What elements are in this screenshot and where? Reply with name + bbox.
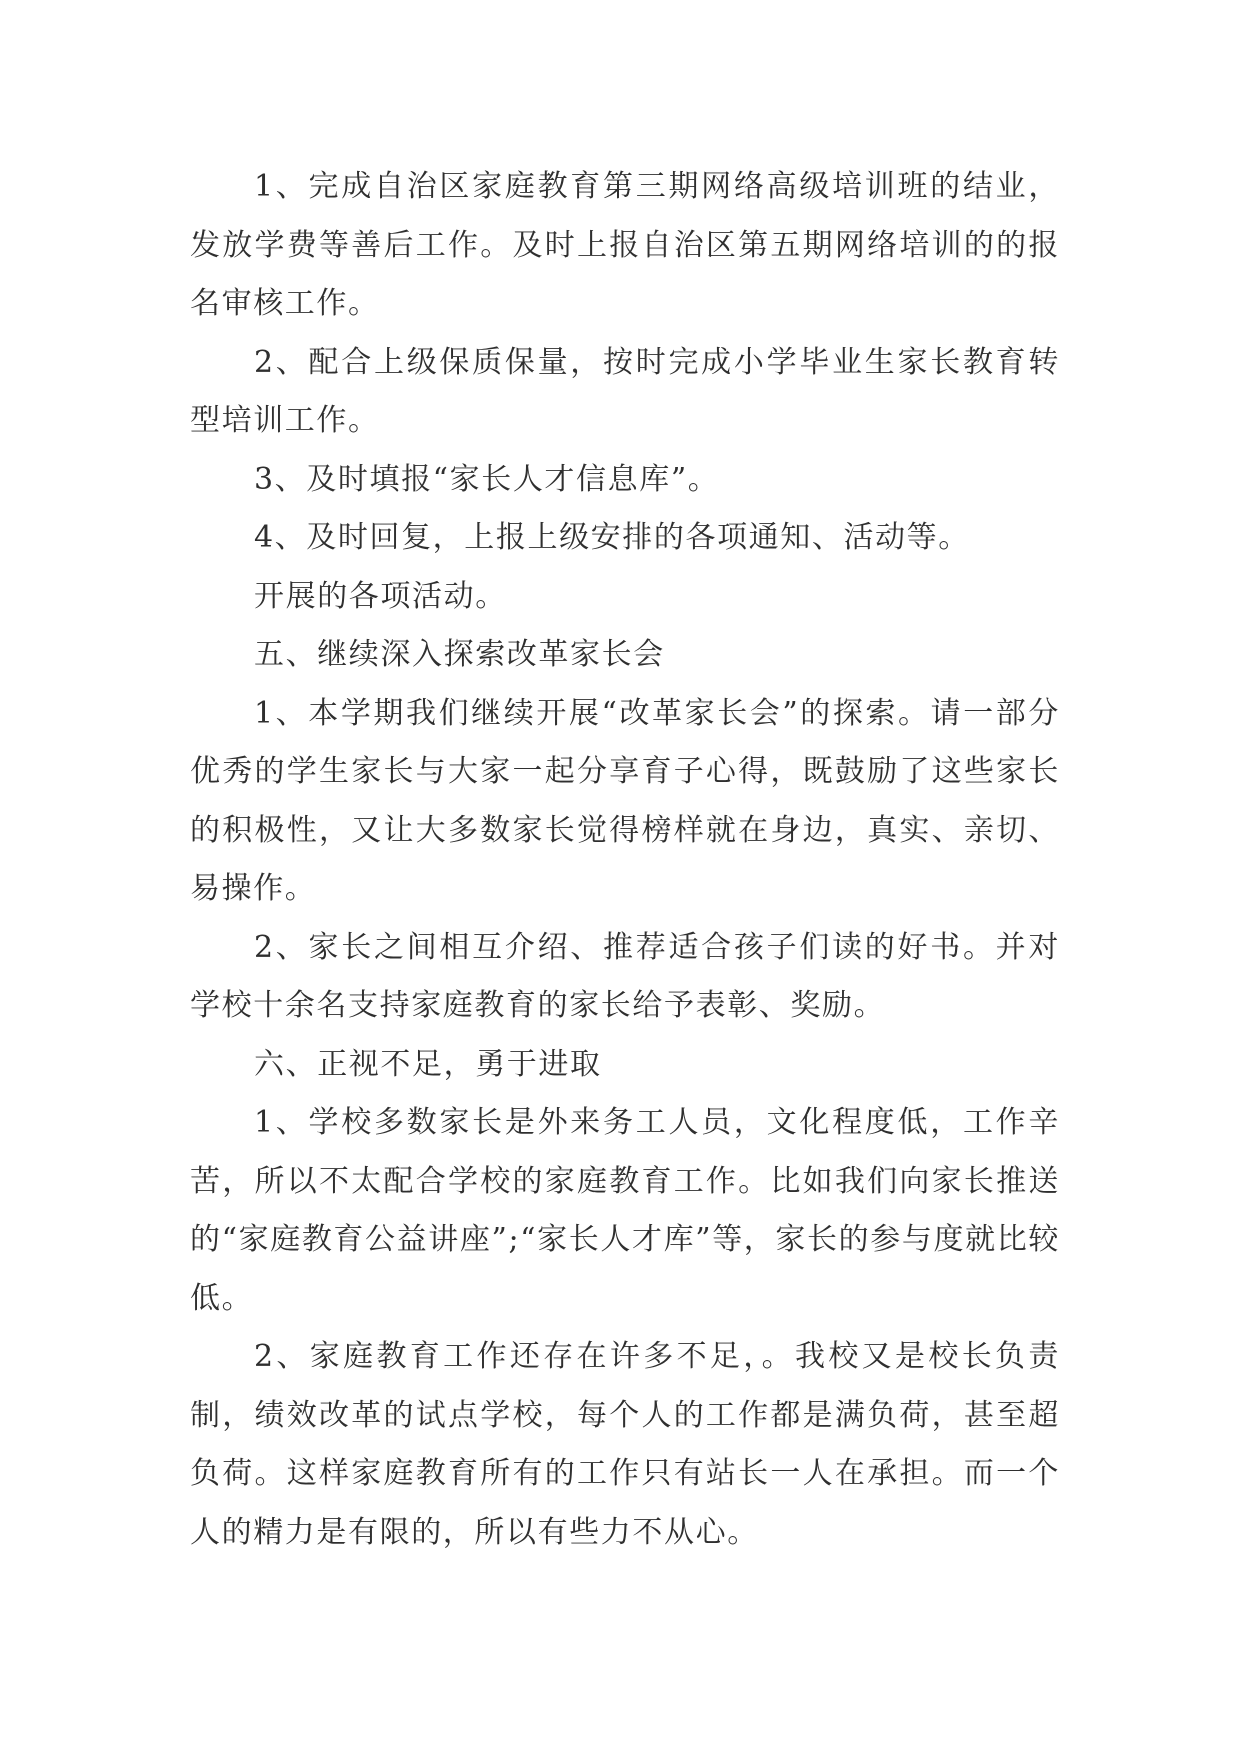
paragraph-reform-1: 1、本学期我们继续开展“改革家长会”的探索。请一部分优秀的学生家长与大家一起分享育子心得，既鼓励了这些家长的积极性，又让大多数家长觉得榜样就在身边，真实、亲切、易操作。 — [190, 695, 1060, 906]
document-body — [190, 158, 1060, 1562]
paragraph-task-1: 1、完成自治区家庭教育第三期网络高级培训班的结业，发放学费等善后工作。及时上报自治区第五期网络培训的的报名审核工作。 — [190, 169, 1060, 321]
paragraph-reform-2: 2、家长之间相互介绍、推荐适合孩子们读的好书。并对学校十余名支持家庭教育的家长给予表彰、奖励。 — [190, 929, 1060, 1023]
paragraph-activities: 开展的各项活动。 — [254, 578, 507, 614]
paragraph-task-4: 4、及时回复，上报上级安排的各项通知、活动等。 — [254, 520, 970, 555]
section-heading-6: 六、正视不足，勇于进取 — [254, 1046, 602, 1082]
paragraph-shortcoming-2: 2、家庭教育工作还存在许多不足，。我校又是校长负责制，绩效改革的试点学校，每个人的工作都是满负荷，甚至超负荷。这样家庭教育所有的工作只有站长一人在承担。而一个人的精力是有限的，所以有些力不从心。 — [190, 1339, 1060, 1550]
paragraph-shortcoming-1: 1、学校多数家长是外来务工人员，文化程度低，工作辛苦，所以不太配合学校的家庭教育工作。比如我们向家长推送的“家庭教育公益讲座”;“家长人才库”等，家长的参与度就比较低。 — [190, 1105, 1060, 1316]
paragraph-task-3: 3、及时填报“家长人才信息库”。 — [254, 461, 720, 497]
section-heading-5: 五、继续深入探索改革家长会 — [254, 637, 665, 672]
paragraph-task-2: 2、配合上级保质保量，按时完成小学毕业生家长教育转型培训工作。 — [190, 344, 1060, 438]
